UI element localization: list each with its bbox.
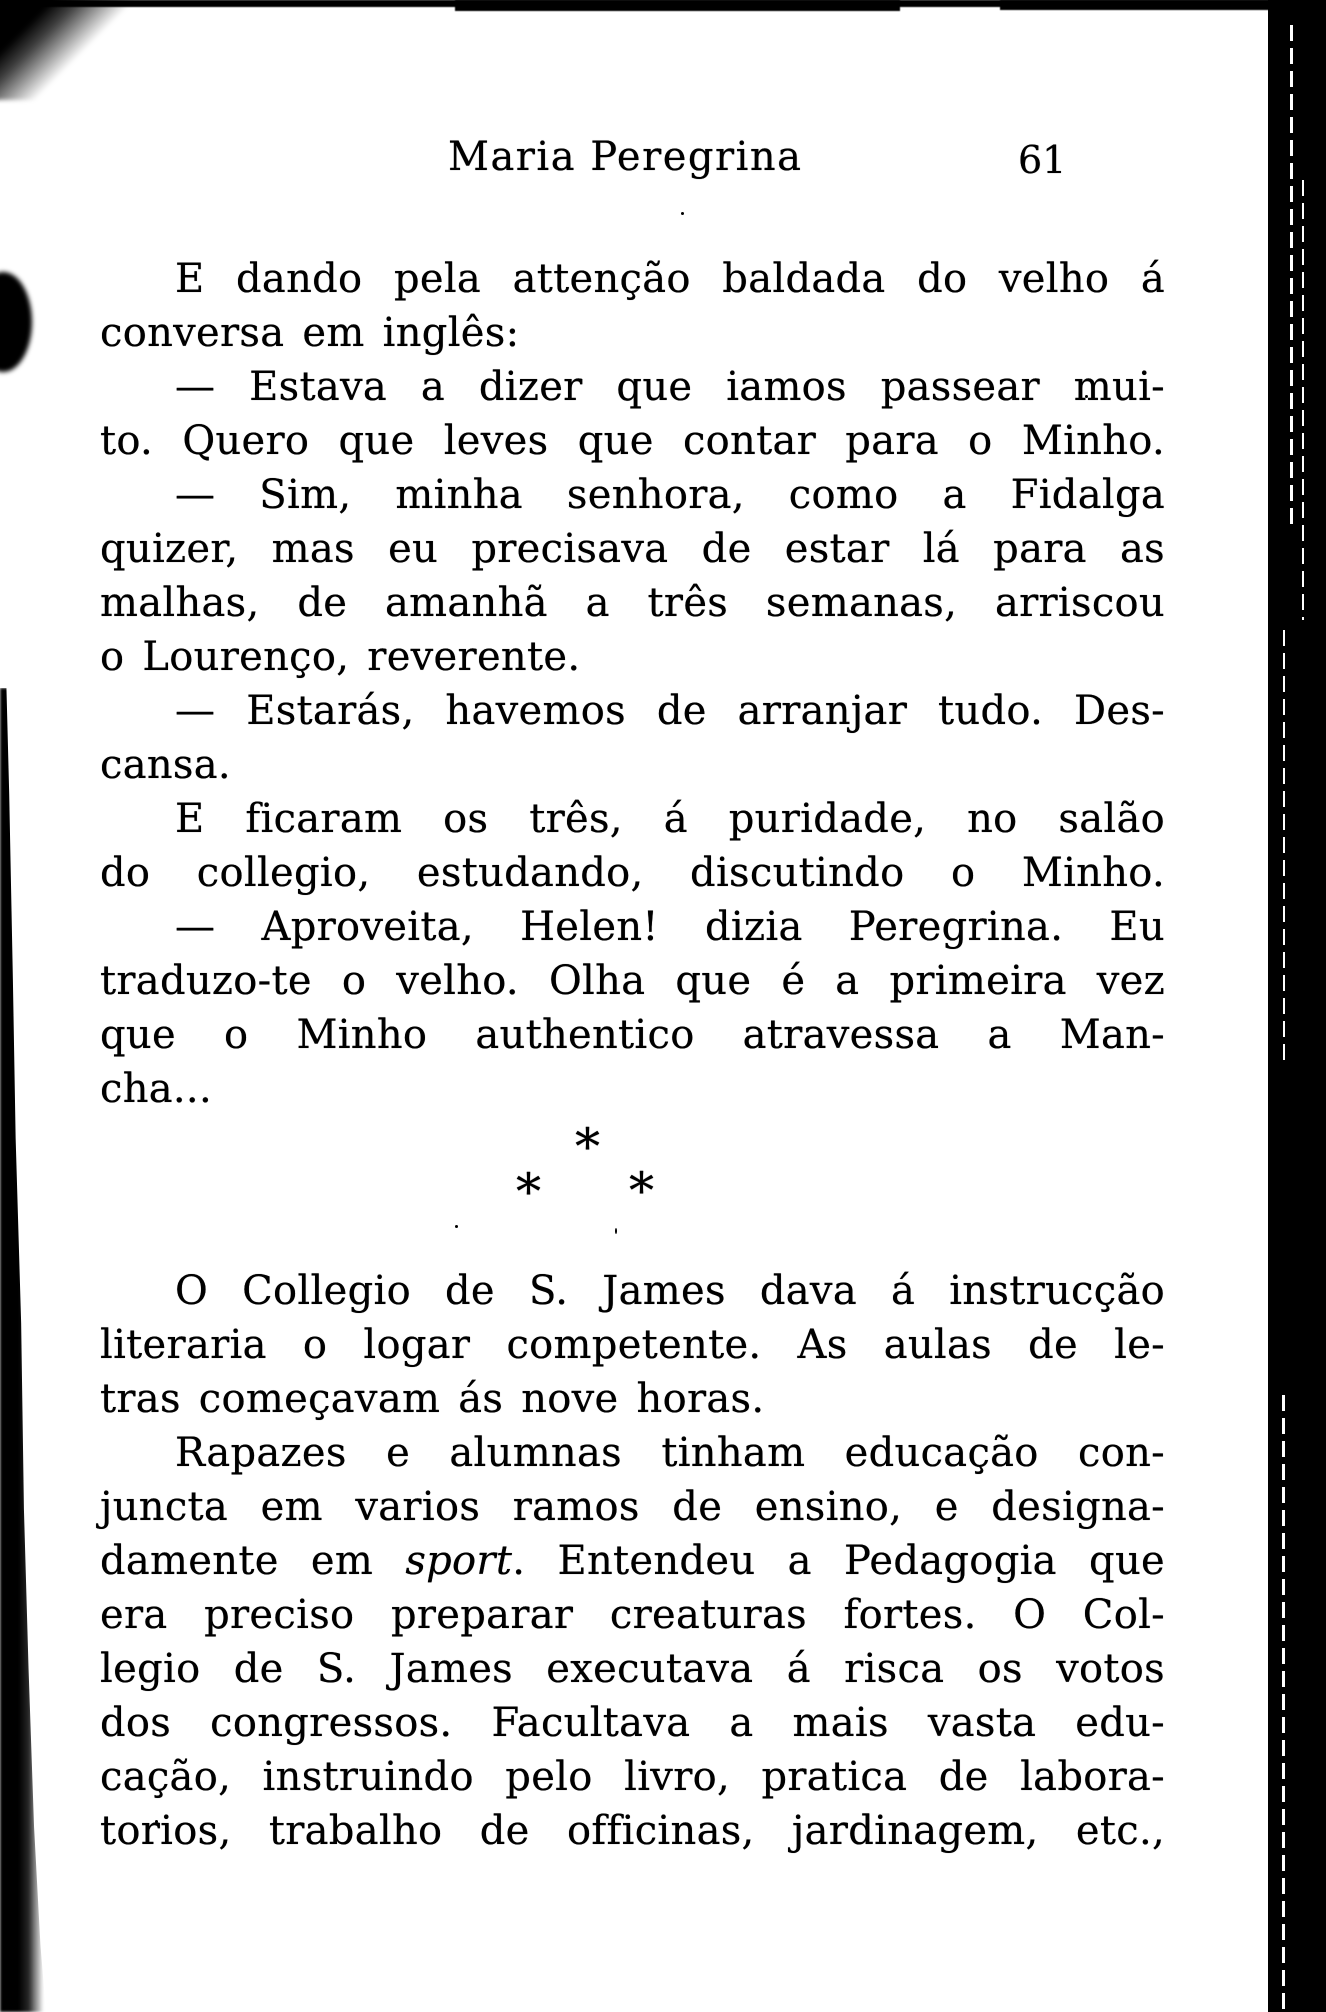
scan-artifact-white-streak [1283,630,1285,1060]
text-line: que o Minho authentico atravessa a Man- [100,1012,1165,1058]
text-line: damente em sport. Entendeu a Pedagogia que [100,1538,1165,1584]
scan-artifact-white-streak [1290,25,1293,525]
text-line: o Lourenço, reverente. [100,634,581,680]
scan-artifact-right-binding-band [1268,0,1326,2012]
text-line: — Sim, minha senhora, como a Fidalga [175,472,1165,518]
text-line: conversa em inglês: [100,310,520,356]
text-line: E ficaram os três, á puridade, no salão [175,796,1165,842]
text-line: — Estarás, havemos de arranjar tudo. Des- [175,688,1165,734]
text-line: era preciso preparar creaturas fortes. O Col- [100,1592,1165,1638]
page-number: 61 [1018,138,1067,182]
text-section [100,1264,1165,1858]
text-line: tras começavam ás nove horas. [100,1376,765,1422]
text-line: cação, instruindo pelo livro, pratica de labora- [100,1754,1165,1800]
asterisk-separator: * [629,1162,654,1220]
scan-artifact-left-binding-shadow [0,688,46,2012]
scan-artifact-top-border-thick [455,0,900,11]
text-line: — Aproveita, Helen! dizia Peregrina. Eu [175,904,1165,950]
scan-artifact-speck [455,1225,458,1228]
scan-artifact-left-blob [0,272,32,372]
text-line: juncta em varios ramos de ensino, e designa- [100,1484,1165,1530]
scan-artifact-white-streak [1282,1395,1285,2012]
asterisk-separator: * [575,1118,600,1176]
text-line: quizer, mas eu precisava de estar lá para as [100,526,1165,572]
text-line: to. Quero que leves que contar para o Minho. [100,418,1165,464]
text-line: — Estava a dizer que iamos passear mui- [175,364,1165,410]
text-line: cansa. [100,742,231,788]
scan-artifact-speck [681,212,684,215]
scan-artifact-corner-blob [0,0,142,100]
text-line: E dando pela attenção baldada do velho á [175,256,1165,302]
text-line: do collegio, estudando, discutindo o Minho. [100,850,1165,896]
text-line: dos congressos. Facultava a mais vasta edu- [100,1700,1165,1746]
text-line: Rapazes e alumnas tinham educação con- [175,1430,1165,1476]
text-line: malhas, de amanhã a três semanas, arriscou [100,580,1165,626]
text-line: torios, trabalho de officinas, jardinagem, etc., [100,1808,1165,1854]
scan-artifact-white-streak [1302,180,1304,620]
text-line: literaria o logar competente. As aulas de le- [100,1322,1165,1368]
page-title: Maria Peregrina [448,134,803,180]
text-section [100,252,1165,1116]
text-line: cha... [100,1066,212,1112]
scan-artifact-speck [615,1228,617,1234]
text-line: legio de S. James executava á risca os votos [100,1646,1165,1692]
text-line: O Collegio de S. James dava á instrucção [175,1268,1165,1314]
text-line: traduzo-te o velho. Olha que é a primeira vez [100,958,1165,1004]
asterisk-separator: * [516,1163,541,1221]
